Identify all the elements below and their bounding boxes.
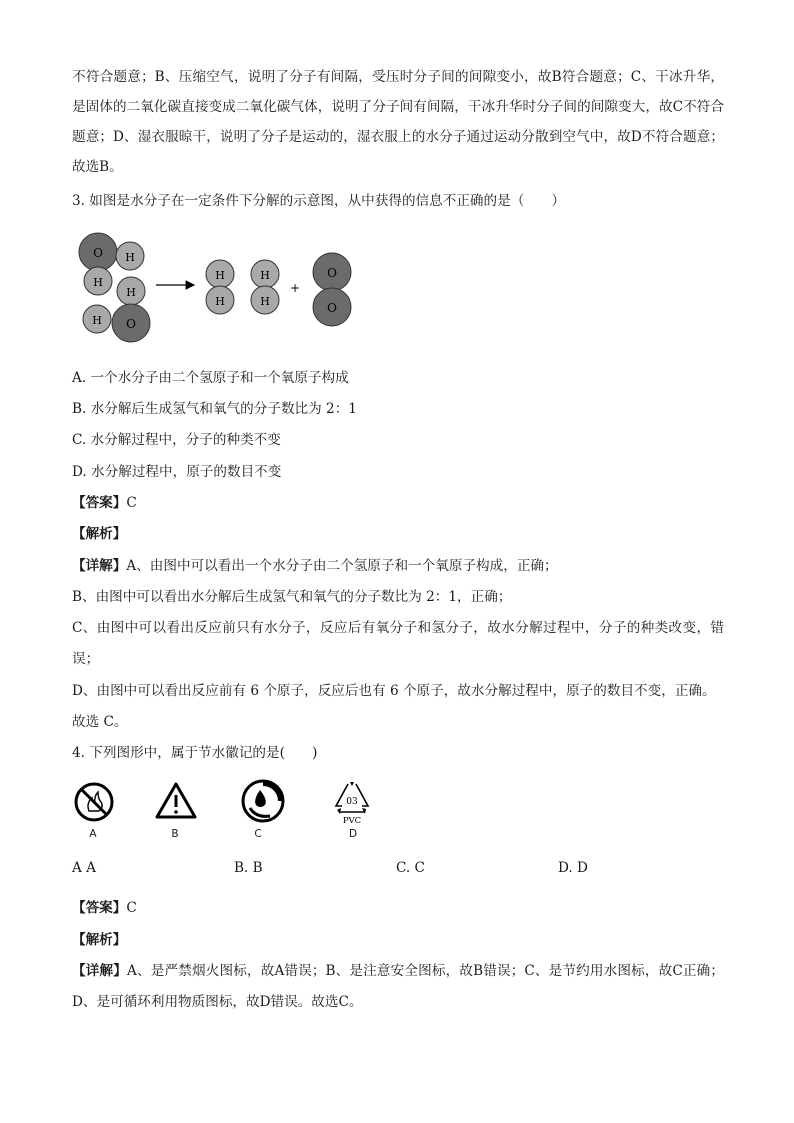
water-molecule-2 <box>84 267 145 305</box>
q3-detail-b: B、由图中可以看出水分解后生成氢气和氧气的分子数比为 2：1，正确； <box>72 589 512 605</box>
q4-option-b: B. B <box>234 860 263 876</box>
recycle-code: 03 <box>346 797 358 807</box>
atom-o-label: O <box>93 246 103 260</box>
q4-option-c: C. C <box>396 860 425 876</box>
icon-label-d: D <box>348 828 358 840</box>
q4-answer-line <box>72 898 137 918</box>
water-decomposition-diagram <box>72 228 372 343</box>
q3-option-d: D. 水分解过程中，原子的数目不变 <box>72 464 282 480</box>
atom-h-label: H <box>260 295 270 308</box>
answer-tag: 【答案】 <box>72 495 127 511</box>
water-molecule-3 <box>83 304 150 342</box>
recycle-pvc-icon <box>328 778 376 826</box>
hydrogen-molecule-2 <box>251 260 279 314</box>
water-molecule-1 <box>79 233 144 271</box>
atom-o-label: O <box>327 301 337 315</box>
q4-option-a: A A <box>72 860 96 876</box>
recycle-caption: PVC <box>342 816 362 826</box>
q4-detail-text: A、是严禁烟火图标，故A错误；B、是注意安全图标，故B错误；C、是节约用水图标，故C正确；D、是可循环利用物质图标，故D错误。故选C。 <box>72 963 725 1010</box>
q4-analysis-tag: 【解析】 <box>72 932 127 948</box>
q3-detail-a: A、由图中可以看出一个水分子由二个氢原子和一个氧原子构成，正确； <box>126 558 558 574</box>
q3-answer-line <box>72 493 137 513</box>
atom-h-label: H <box>93 276 103 289</box>
answer-tag: 【答案】 <box>72 900 127 916</box>
q2-explanation-continued: 不符合题意；B、压缩空气，说明了分子有间隔，受压时分子间的间隙变小，故B符合题意；C、干冰升华，是固体的二氧化碳直接变成二氧化碳气体，说明了分子间有间隔，干冰升华时分子间的间隙变大，故C不符合题意；D、湿衣服晾干，说明了分子是运动的，湿衣服上的水分子通过运动分散到空气中，故D不符合题意；故选B。 <box>72 69 724 175</box>
warning-icon <box>154 781 198 821</box>
atom-h-label: H <box>260 269 270 282</box>
hydrogen-molecule-1 <box>206 260 234 314</box>
q4-stem: 4. 下列图形中，属于节水徽记的是( ) <box>72 745 318 761</box>
atom-h-label: H <box>126 286 136 299</box>
q3-analysis-tag: 【解析】 <box>72 526 127 542</box>
q4-detail <box>72 956 724 1018</box>
q3-option-a: A. 一个水分子由二个氢原子和一个氧原子构成 <box>72 370 349 386</box>
q4-option-d: D. D <box>558 860 588 876</box>
q3-option-c: C. 水分解过程中，分子的种类不变 <box>72 432 281 448</box>
atom-h-label: H <box>215 269 225 282</box>
q3-option-b: B. 水分解后生成氢气和氧气的分子数比为 2：1 <box>72 401 357 417</box>
q3-detail-line-1 <box>72 556 558 576</box>
q3-conclusion: 故选 C。 <box>72 714 128 730</box>
icon-label-b: B <box>171 828 179 840</box>
detail-tag: 【详解】 <box>72 558 127 574</box>
atom-o-label: O <box>327 266 337 280</box>
icon-label-a: A <box>89 828 97 840</box>
atom-h-label: H <box>215 295 225 308</box>
plus-sign: + <box>289 281 301 295</box>
q3-detail-d: D、由图中可以看出反应前有 6 个原子，反应后也有 6 个原子，故水分解过程中，原子的数目不变，正确。 <box>72 683 716 699</box>
icon-label-c: C <box>254 828 262 840</box>
no-fire-icon <box>73 781 115 823</box>
q4-answer: C <box>126 900 137 916</box>
atom-h-label: H <box>92 314 102 327</box>
q3-stem: 3. 如图是水分子在一定条件下分解的示意图，从中获得的信息不正确的是（ ） <box>72 193 566 209</box>
atom-h-label: H <box>125 251 135 264</box>
atom-o-label: O <box>126 317 136 331</box>
q3-detail-c: C、由图中可以看出反应前只有水分子，反应后有氧分子和氢分子，故水分解过程中，分子的种类改变，错误； <box>72 620 724 667</box>
q3-answer: C <box>126 495 137 511</box>
oxygen-molecule <box>313 253 351 326</box>
detail-tag: 【详解】 <box>72 963 127 979</box>
water-saving-icon <box>240 778 286 824</box>
